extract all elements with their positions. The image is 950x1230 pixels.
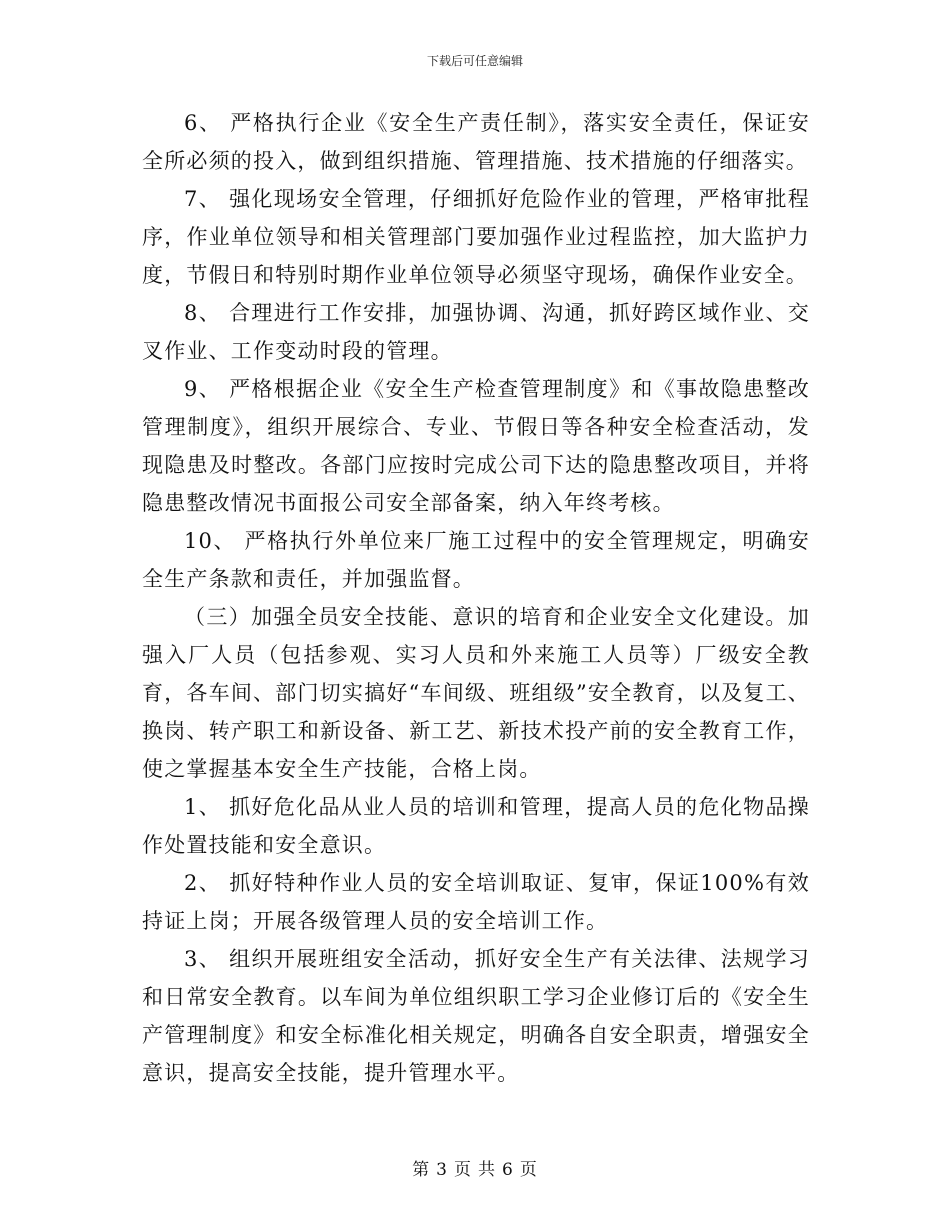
current-page-number: 3 [436, 1160, 448, 1180]
paragraph-item-10: 10、 严格执行外单位来厂施工过程中的安全管理规定，明确安全生产条款和责任，并加强监督。 [142, 529, 810, 591]
total-pages-number: 6 [502, 1160, 514, 1180]
paragraph-item-8: 8、 合理进行工作安排，加强协调、沟通，抓好跨区域作业、交叉作业、工作变动时段的管理。 [142, 301, 810, 363]
document-body [142, 104, 810, 1092]
paragraph-item-9: 9、 严格根据企业《安全生产检查管理制度》和《事故隐患整改管理制度》，组织开展综合、专业、节假日等各种安全检查活动，发现隐患及时整改。各部门应按时完成公司下达的隐患整改项目，并将隐患整改情况书面报公司安全部备案，纳入年终考核。 [142, 377, 810, 515]
paragraph-item-6: 6、 严格执行企业《安全生产责任制》，落实安全责任，保证安全所必须的投入，做到组织措施、管理措施、技术措施的仔细落实。 [142, 111, 810, 173]
paragraph-section-3: （三）加强全员安全技能、意识的培育和企业安全文化建设。加强入厂人员（包括参观、实习人员和外来施工人员等）厂级安全教育，各车间、部门切实搞好“车间级、班组级”安全教育，以及复工、换岗、转产职工和新设备、新工艺、新技术投产前的安全教育工作，使之掌握基本安全生产技能，合格上岗。 [142, 605, 810, 781]
total-label: 共 [478, 1160, 496, 1180]
total-unit: 页 [519, 1160, 538, 1180]
page-header: 下载后可任意编辑 [426, 54, 523, 68]
page-label: 第 [412, 1160, 431, 1180]
paragraph-item-3: 3、 组织开展班组安全活动，抓好安全生产有关法律、法规学习和日常安全教育。以车间为单位组织职工学习企业修订后的《安全生产管理制度》和安全标准化相关规定，明确各自安全职责，增强安全意识，提高安全技能，提升管理水平。 [142, 947, 810, 1085]
page-footer [0, 1155, 950, 1180]
paragraph-item-2: 2、 抓好特种作业人员的安全培训取证、复审，保证100%有效持证上岗；开展各级管理人员的安全培训工作。 [142, 871, 810, 933]
page-unit: 页 [454, 1160, 472, 1180]
paragraph-item-7: 7、 强化现场安全管理，仔细抓好危险作业的管理，严格审批程序，作业单位领导和相关管理部门要加强作业过程监控，加大监护力度，节假日和特别时期作业单位领导必须坚守现场，确保作业安全。 [142, 187, 810, 287]
paragraph-item-1: 1、 抓好危化品从业人员的培训和管理，提高人员的危化物品操作处置技能和安全意识。 [142, 795, 810, 857]
